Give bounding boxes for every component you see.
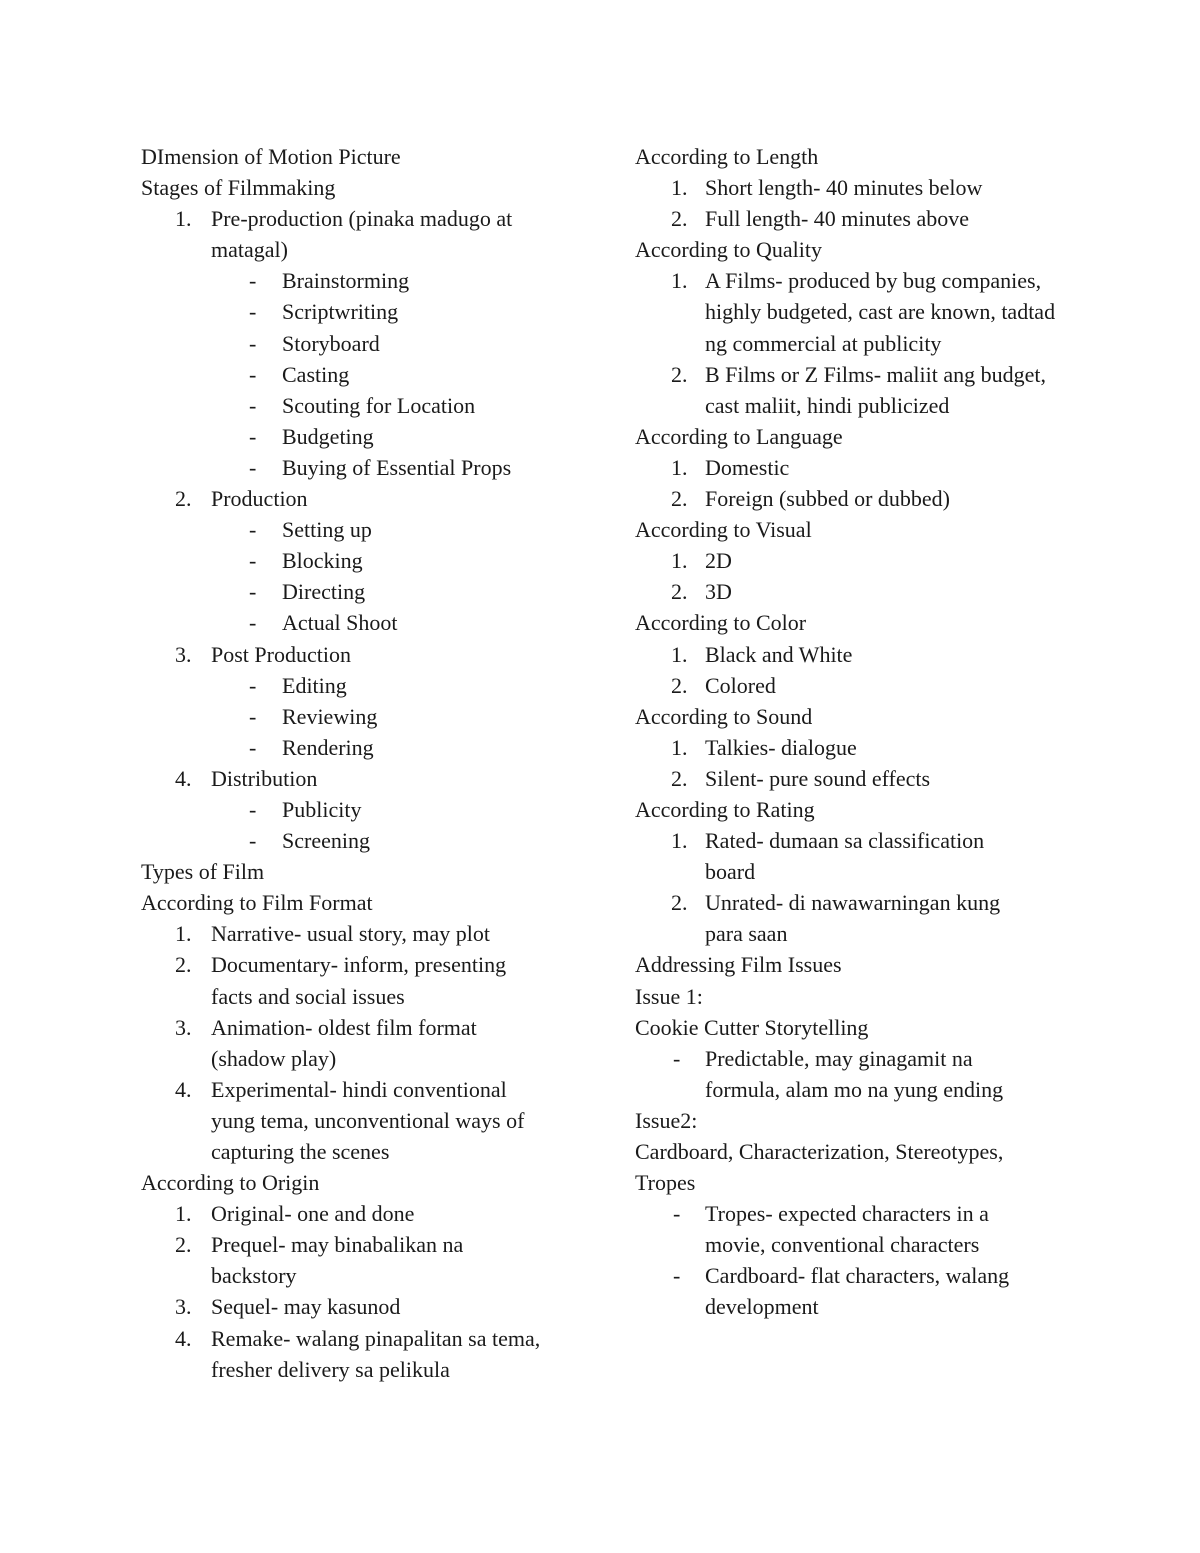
list-item-text: Remake- walang pinapalitan sa tema, fresher delivery sa pelikula xyxy=(211,1325,541,1382)
language-heading: According to Language xyxy=(635,423,843,449)
color-heading: According to Color xyxy=(635,610,807,636)
list-item xyxy=(141,328,581,359)
stage-item xyxy=(141,763,581,794)
list-item-text: Buying of Essential Props xyxy=(282,454,512,480)
document-title: DImension of Motion Picture xyxy=(141,144,401,169)
list-item-text: Rendering xyxy=(282,734,374,760)
list-item xyxy=(141,949,581,1011)
list-item-text: Scouting for Location xyxy=(282,392,476,418)
dash-bullet: - xyxy=(249,703,257,729)
stages-heading: Stages of Filmmaking xyxy=(141,175,336,201)
list-item xyxy=(635,1043,1075,1105)
list-item xyxy=(635,887,1075,949)
list-number: 2. xyxy=(175,1232,192,1258)
quality-heading: According to Quality xyxy=(635,237,822,263)
list-item-text: Animation- oldest film format (shadow play) xyxy=(211,1014,477,1071)
dash-bullet: - xyxy=(249,361,257,387)
list-item-text: Storyboard xyxy=(282,330,380,356)
list-item-text: Colored xyxy=(705,672,776,698)
list-item xyxy=(635,763,1075,794)
list-number: 1. xyxy=(671,641,688,667)
list-item xyxy=(141,670,581,701)
list-item xyxy=(141,452,581,483)
list-item xyxy=(141,918,581,949)
issue1-title: Cookie Cutter Storytelling xyxy=(635,1014,869,1040)
dash-bullet: - xyxy=(249,734,257,760)
list-number: 2. xyxy=(671,361,688,387)
list-number: 1. xyxy=(175,921,192,947)
list-number: 1. xyxy=(175,206,192,232)
list-item xyxy=(141,1012,581,1074)
list-item xyxy=(635,265,1075,358)
list-item xyxy=(141,514,581,545)
list-number: 1. xyxy=(671,268,688,294)
stage-item xyxy=(141,639,581,670)
list-item-text: Foreign (subbed or dubbed) xyxy=(705,486,951,512)
list-item-text: Directing xyxy=(282,579,366,605)
list-item-text: Silent- pure sound effects xyxy=(705,765,931,791)
list-item xyxy=(635,639,1075,670)
list-number: 1. xyxy=(175,1201,192,1227)
list-item-text: Documentary- inform, presenting facts and social issues xyxy=(211,952,507,1009)
list-item xyxy=(635,732,1075,763)
rating-heading: According to Rating xyxy=(635,796,815,822)
list-item-text: Budgeting xyxy=(282,423,374,449)
list-item xyxy=(141,545,581,576)
list-item xyxy=(141,1074,581,1167)
list-item xyxy=(635,1260,1075,1322)
dash-bullet: - xyxy=(249,454,257,480)
left-column xyxy=(141,141,581,1385)
stage-item xyxy=(141,483,581,514)
list-item xyxy=(141,1198,581,1229)
list-item-text: Casting xyxy=(282,361,350,387)
dash-bullet: - xyxy=(249,392,257,418)
list-item xyxy=(141,607,581,638)
dash-bullet: - xyxy=(249,610,257,636)
list-item xyxy=(141,296,581,327)
list-item xyxy=(141,421,581,452)
dash-bullet: - xyxy=(249,796,257,822)
issues-heading: Addressing Film Issues xyxy=(635,952,842,978)
list-item-text: Original- one and done xyxy=(211,1201,415,1227)
stage-item xyxy=(141,203,581,265)
list-number: 2. xyxy=(175,952,192,978)
list-item xyxy=(635,359,1075,421)
list-number: 1. xyxy=(671,828,688,854)
list-item-text: Screening xyxy=(282,828,370,854)
list-item-text: Prequel- may binabalikan na backstory xyxy=(211,1232,464,1289)
list-item xyxy=(635,452,1075,483)
list-number: 3. xyxy=(175,1014,192,1040)
dash-bullet: - xyxy=(249,423,257,449)
list-item-text: Cardboard- flat characters, walang development xyxy=(705,1263,1010,1320)
list-item-text: Brainstorming xyxy=(282,268,410,294)
dash-bullet: - xyxy=(249,330,257,356)
list-number: 1. xyxy=(671,454,688,480)
list-number: 2. xyxy=(671,765,688,791)
types-heading: Types of Film xyxy=(141,859,265,885)
list-item-text: A Films- produced by bug companies, highly budgeted, cast are known, tadtad ng commercial at publicity xyxy=(705,268,1056,356)
list-item xyxy=(141,359,581,390)
list-number: 3. xyxy=(175,641,192,667)
list-item-text: Unrated- di nawawarningan kung para saan xyxy=(705,890,1001,947)
list-number: 2. xyxy=(671,890,688,916)
list-item xyxy=(635,1198,1075,1260)
stage-label: Distribution xyxy=(211,765,318,791)
list-number: 2. xyxy=(671,206,688,232)
list-number: 4. xyxy=(175,765,192,791)
list-item xyxy=(141,265,581,296)
list-number: 1. xyxy=(671,734,688,760)
dash-bullet: - xyxy=(673,1201,681,1227)
list-item-text: Rated- dumaan sa classification board xyxy=(705,828,985,885)
list-item xyxy=(141,701,581,732)
list-item-text: Experimental- hindi conventional yung tema, unconventional ways of capturing the scenes xyxy=(211,1076,525,1164)
list-item-text: 3D xyxy=(705,579,732,605)
list-number: 2. xyxy=(671,672,688,698)
list-number: 4. xyxy=(175,1076,192,1102)
list-number: 2. xyxy=(671,486,688,512)
list-item-text: Actual Shoot xyxy=(282,610,398,636)
dash-bullet: - xyxy=(249,268,257,294)
list-item-text: Publicity xyxy=(282,796,362,822)
list-item-text: Domestic xyxy=(705,454,790,480)
dash-bullet: - xyxy=(249,828,257,854)
dash-bullet: - xyxy=(249,548,257,574)
list-item xyxy=(141,732,581,763)
list-item-text: Editing xyxy=(282,672,347,698)
list-item xyxy=(635,172,1075,203)
list-item xyxy=(635,825,1075,887)
list-number: 1. xyxy=(671,548,688,574)
list-item xyxy=(635,483,1075,514)
stage-label: Production xyxy=(211,486,308,512)
dash-bullet: - xyxy=(249,517,257,543)
list-item xyxy=(141,794,581,825)
issue2-label: Issue2: xyxy=(635,1107,698,1133)
origin-heading: According to Origin xyxy=(141,1170,320,1196)
list-number: 1. xyxy=(671,175,688,201)
list-item-text: Short length- 40 minutes below xyxy=(705,175,983,201)
list-item xyxy=(141,1291,581,1322)
list-item-text: B Films or Z Films- maliit ang budget, cast maliit, hindi publicized xyxy=(705,361,1046,418)
list-item-text: Full length- 40 minutes above xyxy=(705,206,969,232)
list-item-text: Talkies- dialogue xyxy=(705,734,857,760)
length-heading: According to Length xyxy=(635,144,819,169)
list-item-text: Predictable, may ginagamit na formula, alam mo na yung ending xyxy=(705,1045,1004,1102)
dash-bullet: - xyxy=(673,1045,681,1071)
list-item xyxy=(635,545,1075,576)
list-item-text: Narrative- usual story, may plot xyxy=(211,921,490,947)
list-item-text: Setting up xyxy=(282,517,372,543)
list-number: 2. xyxy=(671,579,688,605)
list-number: 2. xyxy=(175,486,192,512)
list-item xyxy=(141,825,581,856)
list-item xyxy=(141,390,581,421)
issue2-title: Cardboard, Characterization, Stereotypes, Tropes xyxy=(635,1139,1004,1196)
stage-label: Pre-production (pinaka madugo at matagal) xyxy=(211,206,513,263)
list-item-text: Black and White xyxy=(705,641,853,667)
dash-bullet: - xyxy=(249,299,257,325)
sound-heading: According to Sound xyxy=(635,703,813,729)
right-column xyxy=(635,141,1075,1323)
list-item-text: Blocking xyxy=(282,548,363,574)
list-item-text: 2D xyxy=(705,548,732,574)
list-item-text: Reviewing xyxy=(282,703,378,729)
list-item xyxy=(635,576,1075,607)
list-item xyxy=(141,1229,581,1291)
visual-heading: According to Visual xyxy=(635,517,812,543)
dash-bullet: - xyxy=(249,579,257,605)
list-item xyxy=(635,670,1075,701)
format-heading: According to Film Format xyxy=(141,890,373,916)
list-item-text: Tropes- expected characters in a movie, conventional characters xyxy=(705,1201,989,1258)
list-item-text: Sequel- may kasunod xyxy=(211,1294,401,1320)
list-item-text: Scriptwriting xyxy=(282,299,399,325)
stage-label: Post Production xyxy=(211,641,351,667)
list-item xyxy=(141,1323,581,1385)
list-item xyxy=(635,203,1075,234)
dash-bullet: - xyxy=(249,672,257,698)
list-item xyxy=(141,576,581,607)
issue1-label: Issue 1: xyxy=(635,983,703,1009)
dash-bullet: - xyxy=(673,1263,681,1289)
list-number: 4. xyxy=(175,1325,192,1351)
list-number: 3. xyxy=(175,1294,192,1320)
